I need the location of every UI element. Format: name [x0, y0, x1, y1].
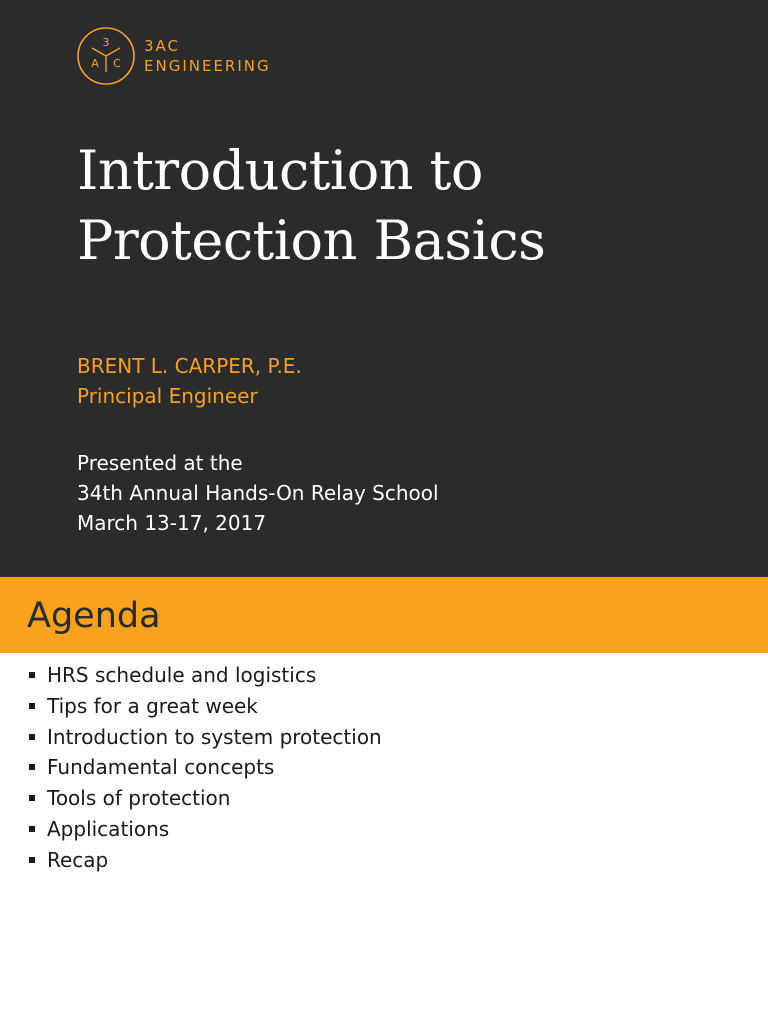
agenda-list — [28, 660, 382, 876]
agenda-item — [28, 752, 382, 783]
agenda-header — [0, 577, 768, 653]
logo-letter-right: C — [113, 57, 121, 70]
logo-letter-top: 3 — [102, 36, 110, 49]
agenda-item-label: Applications — [47, 816, 170, 841]
brand-name-line1: 3AC — [144, 37, 181, 55]
agenda-item-label: HRS schedule and logistics — [47, 663, 317, 687]
bullet-icon — [29, 672, 35, 678]
agenda-item-label: Introduction to system protection — [47, 724, 382, 749]
agenda-item — [28, 660, 382, 691]
agenda-item — [28, 845, 382, 876]
agenda-item-label: Fundamental concepts — [47, 755, 275, 780]
brand-name-line2: ENGINEERING — [144, 57, 271, 75]
presented-block — [77, 448, 439, 538]
presentation-title — [77, 136, 737, 276]
author-role: Principal Engineer — [77, 384, 258, 408]
logo-letter-left: A — [91, 57, 99, 70]
brand-name — [144, 36, 271, 76]
author-name: BRENT L. CARPER, P.E. — [77, 354, 302, 378]
3ac-logo-icon — [76, 26, 136, 86]
agenda-item-label: Tools of protection — [47, 786, 231, 811]
agenda-item-label: Tips for a great week — [47, 693, 258, 718]
bullet-icon — [29, 857, 35, 863]
agenda-item — [28, 722, 382, 753]
title-line1: Introduction to — [77, 139, 483, 202]
agenda-item — [28, 814, 382, 845]
bullet-icon — [29, 703, 35, 709]
presented-line2: 34th Annual Hands-On Relay School — [77, 481, 439, 505]
title-line2: Protection Basics — [77, 209, 546, 272]
agenda-item-label: Recap — [47, 847, 109, 872]
bullet-icon — [29, 826, 35, 832]
author-block — [77, 351, 302, 411]
presented-line1: Presented at the — [77, 451, 243, 475]
agenda-heading: Agenda — [27, 596, 161, 636]
presented-line3: March 13-17, 2017 — [77, 511, 267, 535]
agenda-item — [28, 783, 382, 814]
agenda-item — [28, 691, 382, 722]
bullet-icon — [29, 795, 35, 801]
bullet-icon — [29, 764, 35, 770]
bullet-icon — [29, 734, 35, 740]
